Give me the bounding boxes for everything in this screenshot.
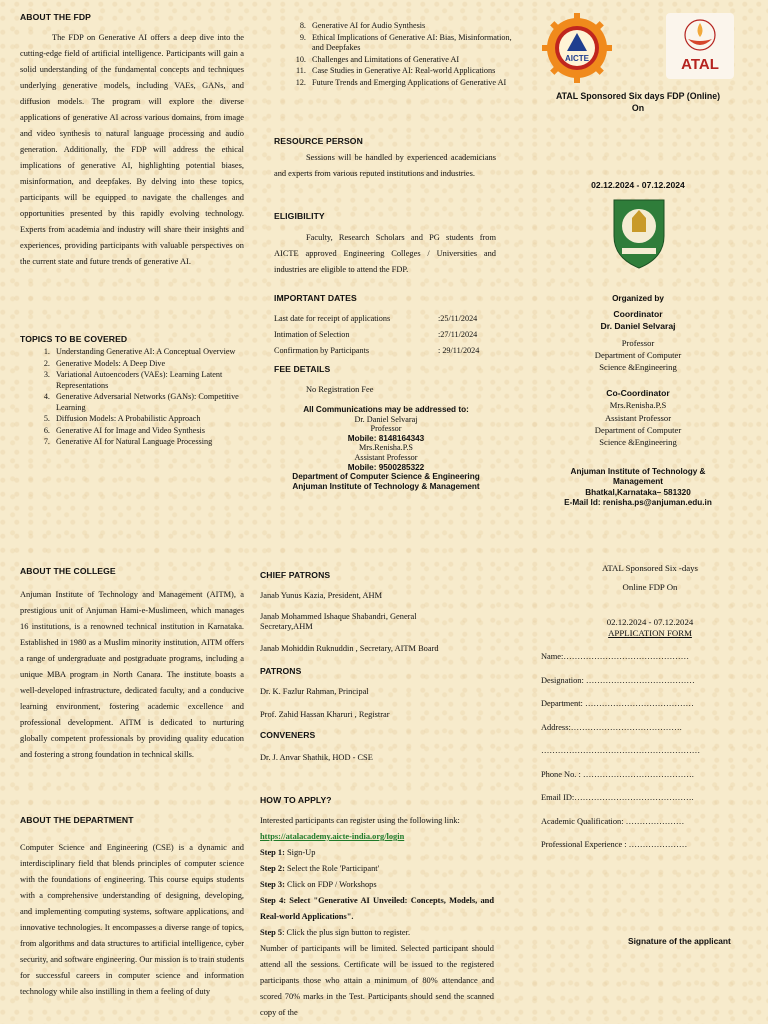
cocoordinator-dept-1: Department of Computer xyxy=(594,424,682,435)
resource-heading: RESOURCE PERSON xyxy=(274,136,363,146)
form-title xyxy=(560,559,740,597)
convener-item: Dr. J. Anvar Shathik, HOD - CSE xyxy=(260,753,373,762)
cover-title-line-2: On xyxy=(631,103,645,113)
about-college-heading: ABOUT THE COLLEGE xyxy=(20,566,116,576)
form-field-experience[interactable]: Professional Experience : ………………… xyxy=(541,840,688,849)
atal-logo-text: ATAL xyxy=(681,56,719,73)
form-dates-block xyxy=(560,617,740,639)
coordinator-name: Dr. Daniel Selvaraj xyxy=(600,321,676,332)
organized-by-label: Organized by xyxy=(612,294,664,303)
contact-heading: All Communications may be addressed to: xyxy=(303,405,469,414)
date-row xyxy=(274,330,496,346)
cover-title xyxy=(520,90,756,114)
how-to-apply-heading: HOW TO APPLY? xyxy=(260,795,332,805)
atal-logo xyxy=(666,13,734,79)
topic-item: 1. Understanding Generative AI: A Conceptual Overview xyxy=(52,347,252,357)
cover-title-line-1: ATAL Sponsored Six days FDP (Online) xyxy=(555,91,721,101)
date-value: : 29/11/2024 xyxy=(438,346,480,355)
apply-step-5: Step 5: Click the plus sign button to register. xyxy=(260,928,411,937)
contact-dept: Department of Computer Science & Engineering xyxy=(292,472,480,482)
cover-dates: 02.12.2024 - 07.12.2024 xyxy=(591,180,685,190)
patrons-heading: PATRONS xyxy=(260,666,302,676)
conveners-heading: CONVENERS xyxy=(260,730,316,740)
patron-item: Prof. Zahid Hassan Kharuri , Registrar xyxy=(260,710,390,719)
aicte-logo xyxy=(542,13,612,83)
form-field-address-line-2[interactable]: ………………………………………………… xyxy=(541,746,701,755)
topics-list-continued xyxy=(276,21,518,89)
step-label: Step 2: xyxy=(260,864,285,873)
dates-heading: IMPORTANT DATES xyxy=(274,293,357,303)
contact-mobile-1: Mobile: 8148164343 xyxy=(347,433,425,443)
about-college-body: Anjuman Institute of Technology and Management (AITM), a prestigious unit of Anjuman Hami-e-Muslimeen, which manages 16 institutions, is a renowned technical institution in Karnataka. Established in 1980 as a Muslim minority institution, AITM offers a range of undergraduate and postgraduate programs, including a unique MBA program in North Canara. The institute boasts a well-developed infrastructure, dedicated faculty, and a conducive learning environment, fostering academic excellence and professional development. AITM is dedicated to nurturing globally competent professionals by providing quality education and fostering a strong foundation in technical skills. xyxy=(20,590,244,759)
chief-patrons-heading: CHIEF PATRONS xyxy=(260,570,331,580)
form-field-address[interactable]: Address:…………………………………. xyxy=(541,722,682,732)
date-label: Confirmation by Participants xyxy=(274,346,370,355)
apply-step-4: Step 4: Select "Generative AI Unveiled: Concepts, Models, and Real-world Applications". xyxy=(260,896,494,921)
apply-intro: Interested participants can register using the following link: xyxy=(260,816,460,825)
cover-institute-line-2: Management xyxy=(612,477,664,487)
step-label: Step 3: xyxy=(260,880,285,889)
about-fdp-heading: ABOUT THE FDP xyxy=(20,12,92,22)
form-field-designation[interactable]: Designation: ………………………………… xyxy=(541,675,695,685)
apply-step-2: Step 2: Select the Role 'Participant' xyxy=(260,864,380,873)
resource-body: Sessions will be handled by experienced academicians and experts from various reputed institutions and industries. xyxy=(274,153,496,178)
contact-role-1: Professor xyxy=(370,424,402,434)
college-emblem xyxy=(608,196,670,270)
apply-step-3: Step 3: Click on FDP / Workshops xyxy=(260,880,377,889)
step-label: Step 5 xyxy=(260,928,283,937)
form-field-qualification[interactable]: Academic Qualification: ………………… xyxy=(541,816,685,826)
contact-block xyxy=(274,405,498,491)
topic-item: 7. Generative AI for Natural Language Processing xyxy=(52,437,252,447)
date-value: :27/11/2024 xyxy=(438,330,478,339)
topic-item: 8. Generative AI for Audio Synthesis xyxy=(308,21,518,31)
step-label: Step 1: xyxy=(260,848,285,857)
date-value: :25/11/2024 xyxy=(438,314,478,323)
signature-label: Signature of the applicant xyxy=(628,936,731,946)
contact-mobile-2: Mobile: 9500285322 xyxy=(347,462,425,472)
cover-organizers xyxy=(520,293,756,448)
cover-email: E-Mail Id: renisha.ps@anjuman.edu.in xyxy=(564,498,712,508)
cover-institute-line-1: Anjuman Institute of Technology & xyxy=(570,467,706,476)
fee-body: No Registration Fee xyxy=(306,385,374,394)
cover-institute xyxy=(520,467,756,509)
form-field-department[interactable]: Department: ………………………………… xyxy=(541,699,694,708)
about-dept-heading: ABOUT THE DEPARTMENT xyxy=(20,815,134,825)
cocoordinator-dept-2: Science &Engineering xyxy=(599,437,677,448)
coordinator-label: Coordinator xyxy=(613,309,663,320)
topic-item: 3. Variational Autoencoders (VAEs): Learning Latent Representations xyxy=(52,370,252,391)
topic-item: 6. Generative AI for Image and Video Synthesis xyxy=(52,426,252,436)
fee-heading: FEE DETAILS xyxy=(274,364,331,374)
contact-institute: Anjuman Institute of Technology & Management xyxy=(292,481,480,491)
topic-item: 4. Generative Adversarial Networks (GANs): Competitive Learning xyxy=(52,392,252,413)
topics-list xyxy=(20,347,252,449)
form-field-email[interactable]: Email ID:……………………………………. xyxy=(541,793,694,802)
important-dates-table xyxy=(274,314,496,362)
application-form xyxy=(541,652,751,864)
aicte-logo-text: AICTE xyxy=(565,54,589,63)
coordinator-role: Professor xyxy=(621,337,655,348)
register-link[interactable]: https://atalacademy.aicte-india.org/login xyxy=(260,832,405,841)
form-subtitle: APPLICATION FORM xyxy=(608,628,692,638)
apply-note: Number of participants will be limited. Selected participant should attend all the sessions. Certificate will be issued to the registered participants those who attain a minimum of 80% attendance and scored 70% marks in the Test. Participants should send the scanned copy of the xyxy=(260,944,494,1017)
topic-item: 11. Case Studies in Generative AI: Real-world Applications xyxy=(308,66,518,76)
form-field-phone[interactable]: Phone No. : …………………………………. xyxy=(541,769,694,779)
patron-item: Dr. K. Fazlur Rahman, Principal xyxy=(260,687,369,696)
coordinator-dept-2: Science &Engineering xyxy=(599,362,677,373)
topic-item: 10. Challenges and Limitations of Generative AI xyxy=(308,55,518,65)
cocoordinator-role: Assistant Professor xyxy=(604,412,672,423)
topic-item: 5. Diffusion Models: A Probabilistic Approach xyxy=(52,414,252,424)
topic-item: 9. Ethical Implications of Generative AI: Bias, Misinformation, and Deepfakes xyxy=(308,33,518,54)
apply-step-1: Step 1: Sign-Up xyxy=(260,848,316,857)
cocoordinator-name: Mrs.Renisha.P.S xyxy=(609,400,667,411)
topic-item: 2. Generative Models: A Deep Dive xyxy=(52,359,252,369)
form-title-line-1: ATAL Sponsored Six -days xyxy=(602,563,698,573)
form-title-line-2: Online FDP On xyxy=(622,582,678,592)
date-label: Last date for receipt of applications xyxy=(274,314,391,323)
chief-patron-item: Janab Yunus Kazia, President, AHM xyxy=(260,591,383,600)
form-field-name[interactable]: Name:……………………………………… xyxy=(541,652,689,661)
about-dept-body: Computer Science and Engineering (CSE) is a dynamic and interdisciplinary field that blends principles of computer science with the foundations of engineering. This course equips students with a comprehensive understanding of designing, developing, and implementing computing systems, software applications, and innovative technologies. It encompasses a diverse range of topics, from algorithms and data structures to artificial intelligence, cyber security, and software engineering. Our mission is to train students for successful careers in computer science and information technology while also instilling in them a feeling of duty xyxy=(20,843,244,996)
form-dates: 02.12.2024 - 07.12.2024 xyxy=(606,617,694,627)
chief-patron-item: Janab Mohiddin Ruknuddin , Secretary, AITM Board xyxy=(260,644,439,653)
eligibility-heading: ELIGIBILITY xyxy=(274,211,325,221)
date-label: Intimation of Selection xyxy=(274,330,350,339)
about-fdp-body: The FDP on Generative AI offers a deep dive into the cutting-edge field of artificial intelligence. Participants will gain a solid understanding of the fundamental concepts and techniques underlying generative models, including VAEs, GANs, and diffusion models. The program will explore the diverse applications of generative AI across various domains, from image and video synthesis to natural language processing and audio generation. Additionally, the FDP will address the ethical implications of generative AI, highlighting potential biases, misinformation, and deepfakes. By delving into these topics, participants will be equipped to navigate the challenges and opportunities presented by this rapidly evolving technology. Experts from academia and industry will share their insights and experiences, providing participants with valuable perspectives on the current state and future trends of generative AI. xyxy=(20,33,244,266)
eligibility-body: Faculty, Research Scholars and PG students from AICTE approved Engineering Colleges / Universities and industries are eligible to attend the FDP. xyxy=(274,233,496,274)
coordinator-dept-1: Department of Computer xyxy=(594,349,682,360)
chief-patron-item: Janab Mohammed Ishaque Shabandri, General Secretary,AHM xyxy=(260,612,417,632)
date-row xyxy=(274,314,496,330)
topic-item: 12. Future Trends and Emerging Applications of Generative AI xyxy=(308,78,518,88)
date-row xyxy=(274,346,496,362)
how-to-apply-block xyxy=(260,813,494,1021)
cocoordinator-label: Co-Coordinator xyxy=(606,388,670,399)
contact-role-2: Assistant Professor xyxy=(354,452,418,462)
topics-heading: TOPICS TO BE COVERED xyxy=(20,334,128,344)
contact-name-1: Dr. Daniel Selvaraj xyxy=(354,414,418,424)
cover-place: Bhatkal,Karnataka– 581320 xyxy=(585,487,691,497)
contact-name-2: Mrs.Renisha.P.S xyxy=(359,443,413,453)
